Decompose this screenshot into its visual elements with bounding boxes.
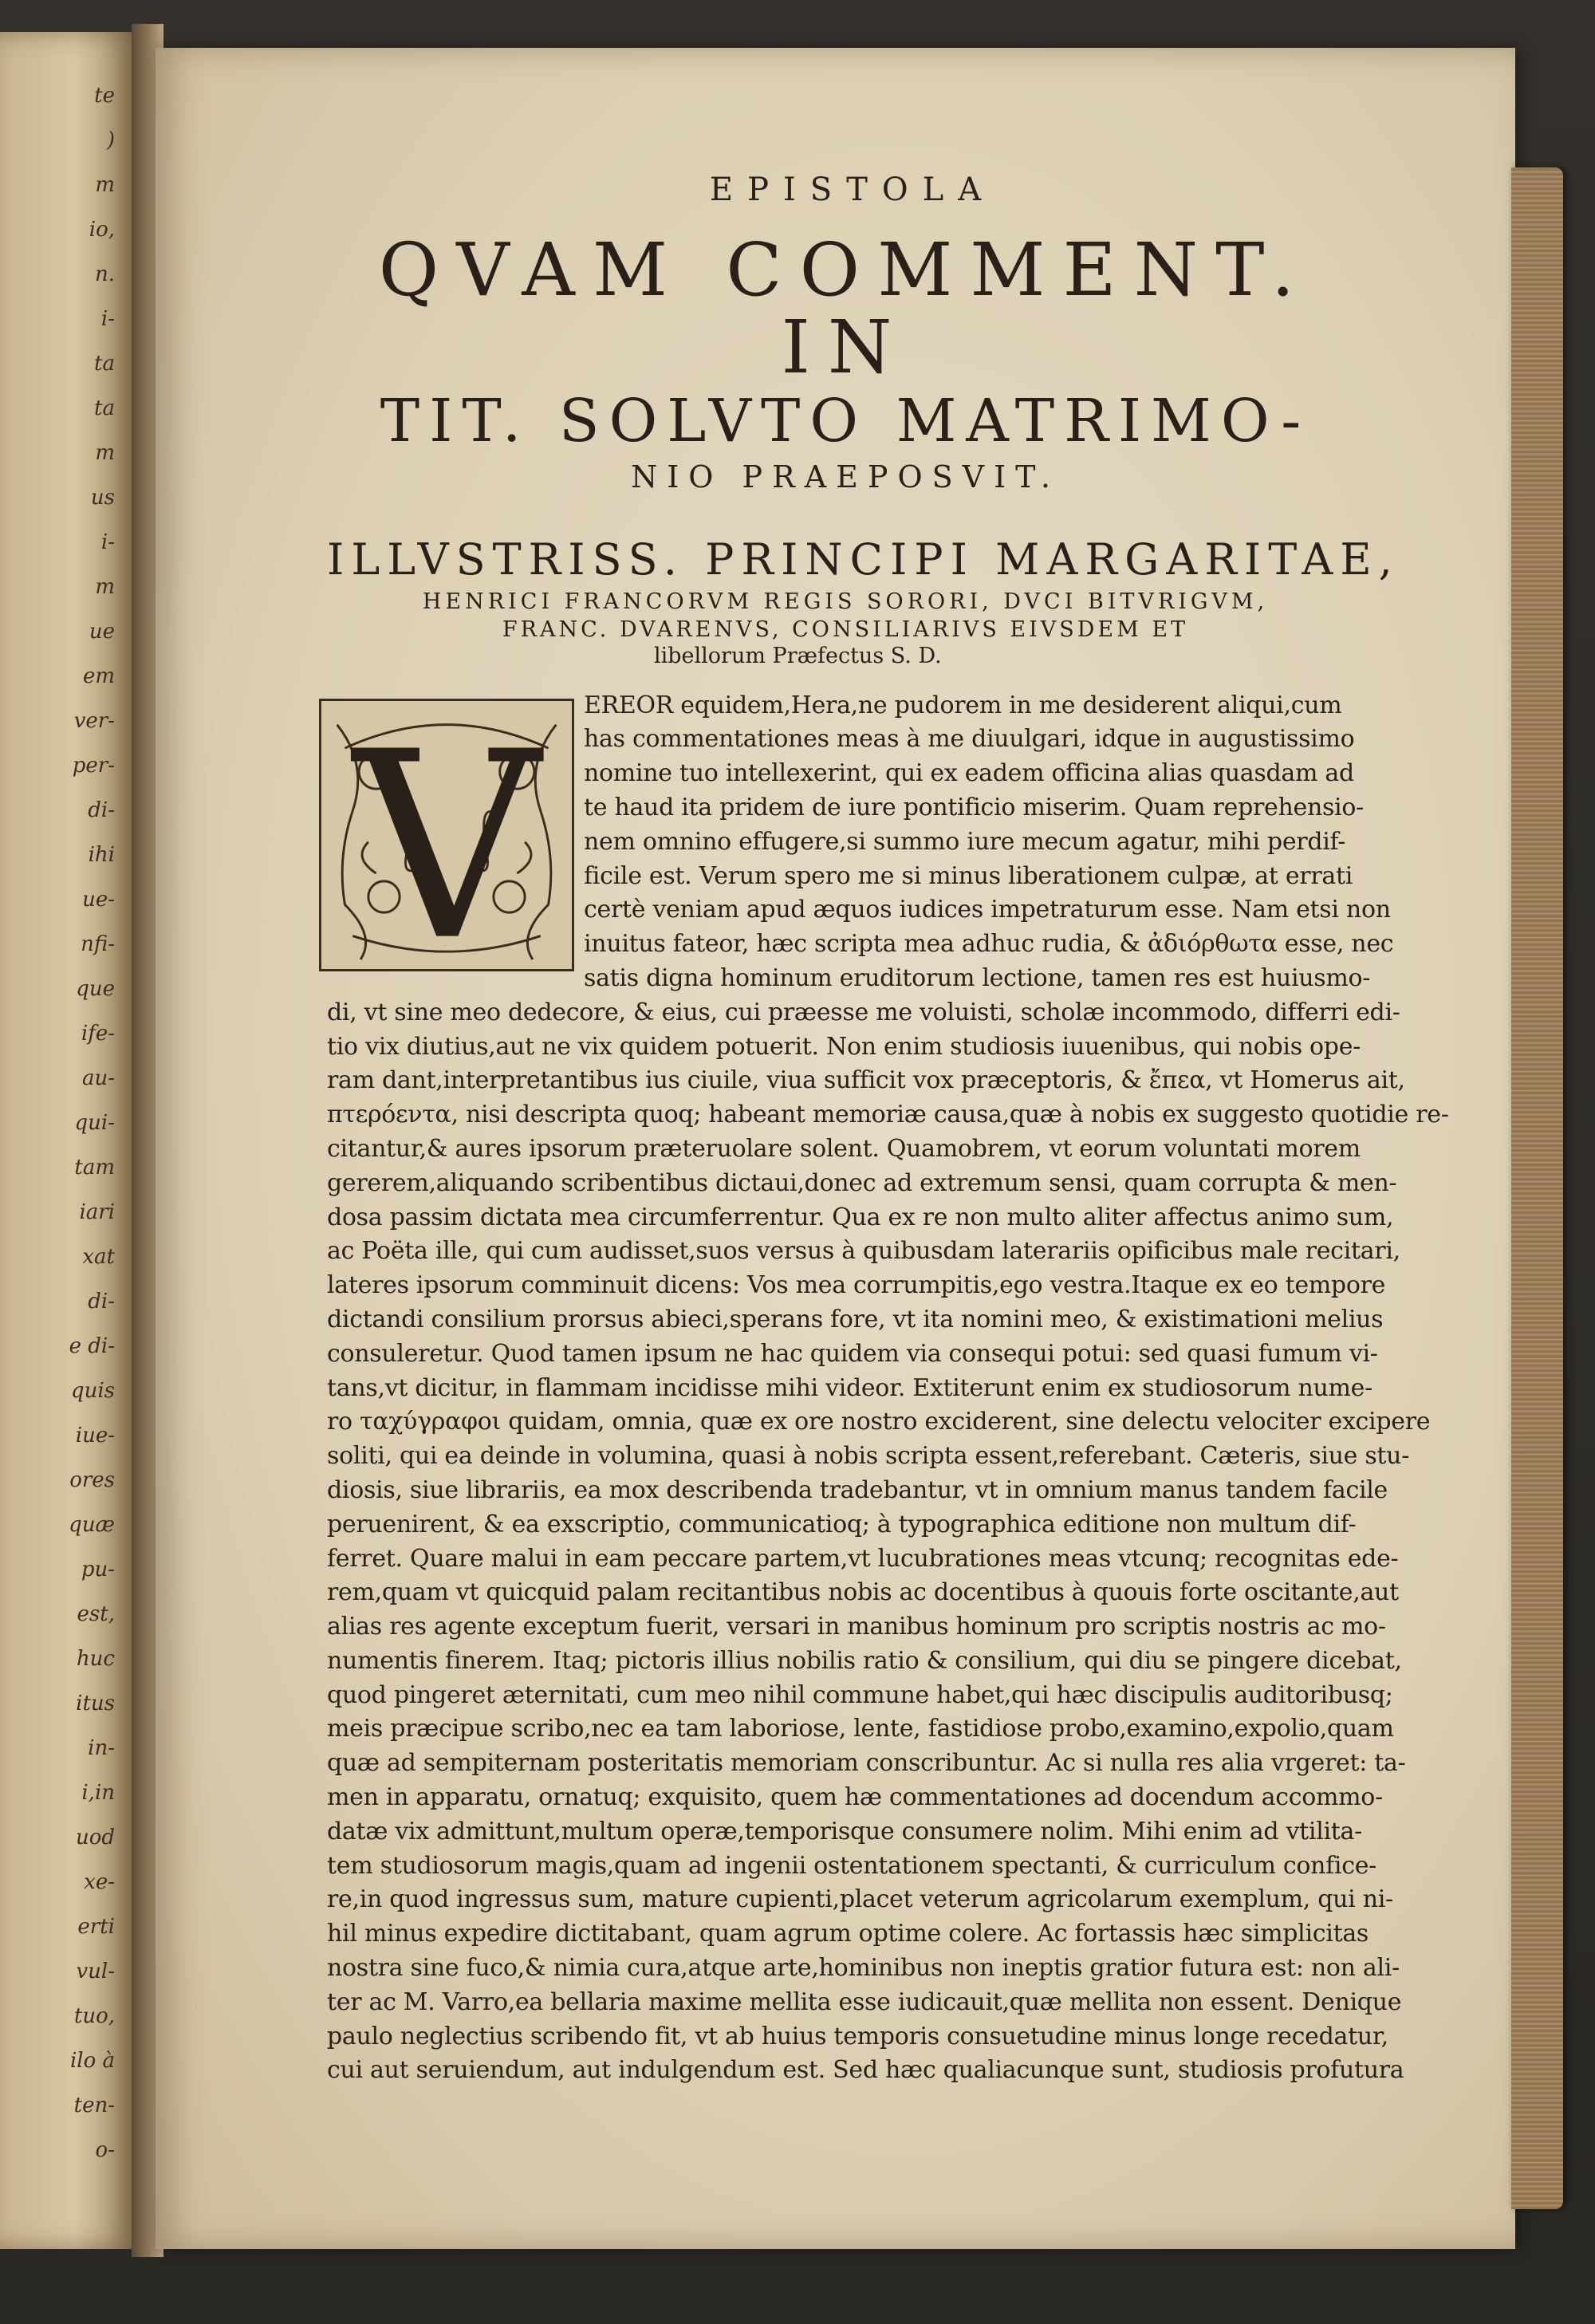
left-margin-fragment: que	[76, 977, 115, 1001]
left-margin-fragment: qui-	[74, 1111, 115, 1135]
left-margin-fragment: tam	[74, 1156, 115, 1180]
left-margin-fragment: au-	[81, 1066, 115, 1090]
left-margin-fragment: ue-	[82, 888, 115, 912]
title-line-2: TIT. SOLVTO MATRIMO-	[380, 387, 1311, 456]
body-line: nostra sine fuco,& nimia cura,atque arte,hominibus non ineptis gratior futura est: non ali-	[327, 1954, 1400, 1983]
ornament-initial-icon	[321, 701, 572, 969]
left-margin-fragment: quis	[70, 1379, 115, 1403]
body-line: diosis, siue librariis, ea mox describenda tradebantur, vt in omnium manus tandem facile	[327, 1475, 1388, 1504]
body-line: ferret. Quare malui in eam peccare partem,vt lucubrationes meas vtcunq; recognitas ede-	[327, 1544, 1399, 1573]
body-line: gererem,aliquando scribentibus dictaui,donec ad extremum sensi, quam corrupta & men-	[327, 1168, 1397, 1197]
left-margin-fragment: m	[95, 441, 115, 465]
body-line: dictandi consilium prorsus abieci,sperans fore, vt ita nomini meo, & existimationi melius	[327, 1305, 1384, 1333]
body-line: ram dant,interpretantibus ius ciuile, viua sufficit vox præceptoris, & ἔπεα, vt Homerus ait,	[327, 1066, 1405, 1095]
addressee-line-1: ILLVSTRISS. PRINCIPI MARGARITAE,	[327, 534, 1400, 585]
left-margin-fragment: iari	[79, 1200, 115, 1224]
body-line: ficile est. Verum spero me si minus liberationem culpæ, at errati	[584, 861, 1353, 890]
addressee-line-3: FRANC. DVARENVS, CONSILIARIVS EIVSDEM ET	[502, 616, 1189, 642]
body-line: meis præcipue scribo,nec ea tam laboriose, lente, fastidiose probo,examino,expolio,quam	[327, 1715, 1394, 1743]
left-margin-fragment: pu-	[81, 1558, 115, 1582]
left-margin-fragment: ores	[69, 1468, 115, 1492]
left-margin-fragment: )	[106, 128, 115, 152]
body-line: hil minus expedire dictitabant, quam agrum optime colere. Ac fortassis hæc simplicitas	[327, 1920, 1369, 1948]
left-margin-fragment: quæ	[69, 1513, 115, 1537]
body-line: re,in quod ingressus sum, mature cupienti,placet veterum agricolarum exemplum, qui ni-	[327, 1885, 1393, 1914]
left-margin-fragment: per-	[72, 754, 115, 778]
left-margin-fragment: e di-	[69, 1334, 115, 1358]
body-line: consuleretur. Quod tamen ipsum ne hac quidem via consequi potui: sed quasi fumum vi-	[327, 1339, 1378, 1368]
left-margin-fragment: te	[94, 84, 115, 108]
left-margin-fragment: o-	[95, 2138, 115, 2162]
body-line: dosa passim dictata mea circumferrentur. Qua ex re non multo aliter affectus animo sum,	[327, 1203, 1394, 1231]
left-margin-fragment: xat	[82, 1245, 115, 1269]
body-line: tio vix diutius,aut ne vix quidem potuerit. Non enim studiosis iuuenibus, qui nobis ope-	[327, 1032, 1361, 1061]
body-line: inuitus fateor, hæc scripta mea adhuc rudia, & ἀδιόρθωτα esse, nec	[584, 930, 1394, 959]
left-margin-fragment: ihi	[88, 843, 115, 867]
left-margin-fragment: di-	[88, 798, 115, 822]
body-line: nem omnino effugere,si summo iure mecum agatur, mihi perdif-	[584, 827, 1346, 856]
body-line: numentis finerem. Itaq; pictoris illius nobilis ratio & consilium, qui diu se pingere dicebat,	[327, 1646, 1402, 1675]
left-margin-fragment: tuo,	[73, 2004, 115, 2028]
page-edge-stack	[1511, 167, 1563, 2209]
body-line: di, vt sine meo dedecore, & eius, cui præesse me voluisti, scholæ incommodo, differri edi-	[327, 998, 1400, 1026]
left-margin-text	[0, 32, 120, 2249]
left-margin-fragment: in-	[88, 1736, 115, 1760]
left-margin-fragment: erti	[77, 1915, 115, 1939]
left-margin-fragment: i-	[100, 307, 115, 331]
left-margin-fragment: m	[95, 173, 115, 197]
left-margin-fragment: ver-	[73, 709, 115, 733]
body-line: ro ταχύγραφοι quidam, omnia, quæ ex ore nostro exciderent, sine delectu velociter excipere	[327, 1408, 1431, 1436]
svg-text:V: V	[353, 700, 540, 969]
body-line: πτερόεντα, nisi descripta quoq; habeant memoriæ causa,quæ à nobis ex suggesto quotidie re-	[327, 1101, 1449, 1129]
body-line: certè veniam apud æquos iudices impetraturum esse. Nam etsi non	[584, 896, 1391, 924]
left-margin-fragment: i,in	[81, 1781, 115, 1805]
body-line: ac Poëta ille, qui cum audisset,suos versus à quibusdam laterariis opificibus male recitari,	[327, 1237, 1400, 1266]
body-line: men in apparatu, ornatuq; exquisito, quem hæ commentationes ad docendum accommo-	[327, 1783, 1383, 1812]
left-margin-fragment: iue-	[75, 1424, 115, 1448]
body-line: paulo neglectius scribendo fit, vt ab huius temporis consuetudine minus longe recedatur,	[327, 2022, 1388, 2050]
body-line: EREOR equidem,Hera,ne pudorem in me desiderent aliqui,cum	[584, 691, 1342, 719]
body-line: alias res agente exceptum fuerit, versari in manibus hominum pro scriptis nostris ac mo-	[327, 1613, 1386, 1641]
left-margin-fragment: io,	[89, 218, 115, 242]
left-margin-fragment: nfi-	[81, 932, 115, 956]
body-line: tem studiosorum magis,quam ad ingenii ostentationem spectanti, & curriculum confice-	[327, 1851, 1377, 1880]
body-line: lateres ipsorum comminuit dicens: Vos mea corrumpitis,ego vestra.Itaque ex eo tempore	[327, 1271, 1386, 1300]
page-content	[327, 171, 1449, 2088]
left-margin-fragment: us	[90, 486, 115, 510]
left-margin-fragment: em	[82, 664, 115, 688]
left-margin-fragment: ta	[94, 396, 115, 420]
body-line: quod pingeret æternitati, cum meo nihil commune habet,qui hæc discipulis auditoribusq;	[327, 1680, 1393, 1709]
title-line-3: NIO PRAEPOSVIT.	[631, 459, 1060, 494]
body-line: tans,vt dicitur, in flammam incidisse mihi videor. Extiterunt enim ex studiosorum nume-	[327, 1373, 1372, 1402]
left-margin-fragment: uod	[75, 1826, 115, 1849]
left-margin-fragment: huc	[76, 1647, 115, 1671]
left-margin-fragment: ten-	[73, 2094, 115, 2117]
left-margin-fragment: n.	[94, 262, 115, 286]
body-line: cui aut seruiendum, aut indulgendum est. Sed hæc qualiacunque sunt, studiosis profutura	[327, 2056, 1404, 2085]
left-margin-fragment: vul-	[76, 1960, 115, 1983]
left-margin-fragment: ta	[94, 352, 115, 376]
left-margin-fragment: i-	[100, 530, 115, 554]
left-margin-fragment: ife-	[81, 1022, 115, 1046]
letter-body	[327, 689, 1449, 2089]
left-margin-fragment: ilo à	[69, 2049, 115, 2073]
decorated-initial	[319, 699, 574, 971]
title-line-1: QVAM COMMENT. IN	[378, 227, 1313, 390]
body-line: rem,quam vt quicquid palam recitantibus nobis ac docentibus à quouis forte oscitante,aut	[327, 1578, 1399, 1607]
left-margin-fragment: xe-	[84, 1870, 115, 1894]
left-margin-fragment: di-	[88, 1290, 115, 1314]
left-margin-fragment: est,	[77, 1602, 115, 1626]
body-line: has commentationes meas à me diuulgari, idque in augustissimo	[584, 725, 1355, 754]
left-margin-fragment: ue	[89, 620, 115, 644]
left-facing-page	[0, 32, 136, 2249]
body-line: quæ ad sempiternam posteritatis memoriam conscribuntur. Ac si nulla res alia vrgeret: ta-	[327, 1749, 1406, 1778]
left-margin-fragment: m	[95, 575, 115, 599]
addressee-line-4: libellorum Præfectus S. D.	[654, 643, 942, 668]
running-head: EPISTOLA	[709, 171, 996, 208]
left-margin-fragment: itus	[76, 1692, 115, 1715]
body-line: nomine tuo intellexerint, qui ex eadem officina alias quasdam ad	[584, 759, 1354, 788]
body-line: satis digna hominum eruditorum lectione, tamen res est huiusmo-	[584, 963, 1371, 992]
body-line: datæ vix admittunt,multum operæ,temporisque consumere nolim. Mihi enim ad vtilita-	[327, 1817, 1362, 1845]
body-line: peruenirent, & ea exscriptio, communicatioq; à typographica editione non multum dif-	[327, 1510, 1357, 1538]
body-line: te haud ita pridem de iure pontificio miserim. Quam reprehensio-	[584, 793, 1364, 821]
body-line: citantur,& aures ipsorum præteruolare solent. Quamobrem, vt eorum voluntati morem	[327, 1134, 1361, 1163]
addressee-line-2: HENRICI FRANCORVM REGIS SORORI, DVCI BITVRIGVM,	[422, 589, 1269, 614]
body-line: ter ac M. Varro,ea bellaria maxime mellita esse iudicauit,quæ mellita non essent. Denique	[327, 1987, 1402, 2016]
body-line: soliti, qui ea deinde in volumina, quasi à nobis scripta essent,referebant. Cæteris, siue stu-	[327, 1442, 1410, 1471]
